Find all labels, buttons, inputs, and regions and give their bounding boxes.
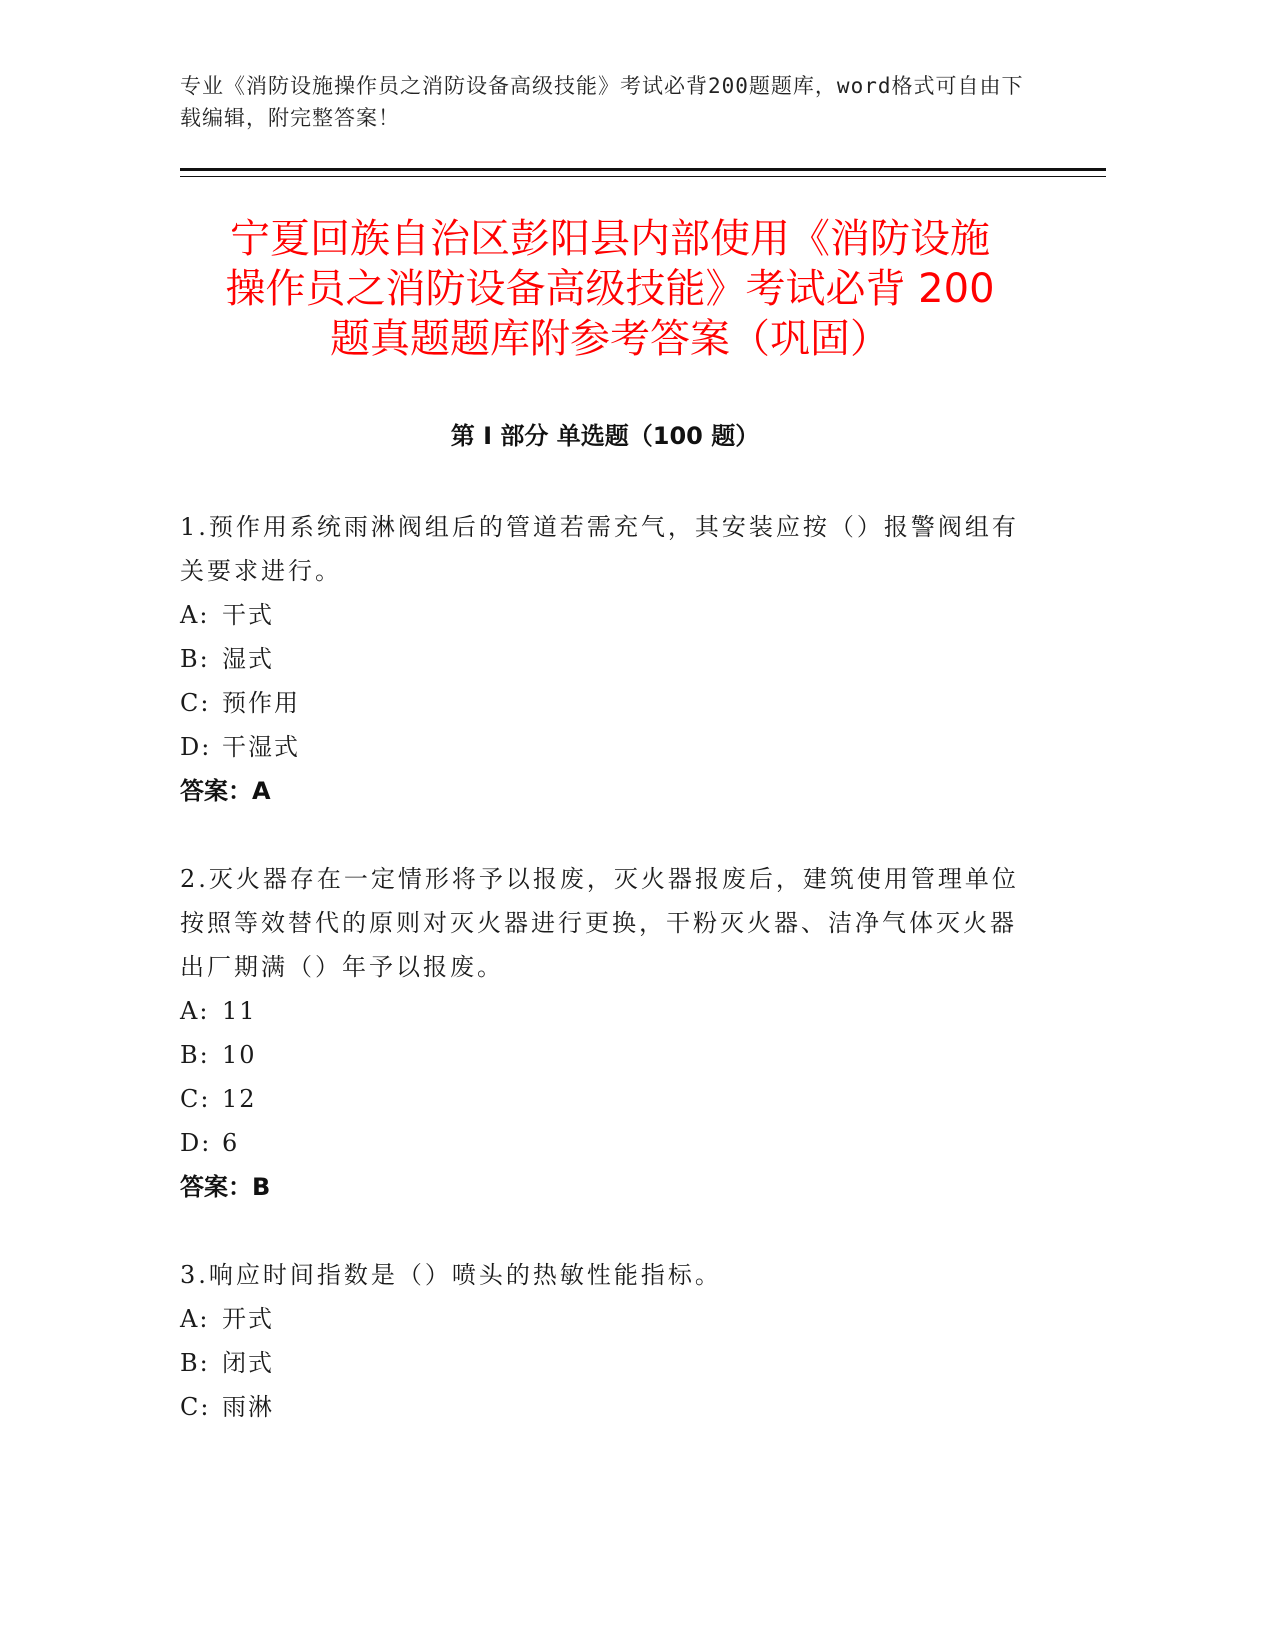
option-key: C: (180, 1085, 211, 1113)
document-title (170, 214, 1050, 364)
option-b (180, 1033, 1030, 1077)
option-b (180, 1341, 1030, 1385)
question-list (180, 505, 1030, 1473)
option-c (180, 681, 1030, 725)
option-text: 12 (222, 1085, 257, 1113)
question-stem: 1.预作用系统雨淋阀组后的管道若需充气，其安装应按（）报警阀组有关要求进行。 (180, 513, 1019, 585)
option-key: B: (180, 1349, 210, 1377)
option-text: 干湿式 (222, 733, 300, 761)
document-title-line: 宁夏回族自治区彭阳县内部使用《消防设施 (230, 216, 990, 262)
option-text: 预作用 (222, 689, 300, 717)
option-text: 11 (222, 997, 257, 1025)
question-item (180, 857, 1030, 1209)
option-text: 干式 (222, 601, 274, 629)
option-c (180, 1077, 1030, 1121)
option-key: D: (180, 733, 212, 761)
option-text: 闭式 (222, 1349, 274, 1377)
option-d (180, 1121, 1030, 1165)
option-key: A: (180, 1305, 210, 1333)
answer-line: 答案：B (180, 1173, 271, 1201)
question-item (180, 505, 1030, 813)
option-c (180, 1385, 1030, 1429)
option-key: B: (180, 1041, 210, 1069)
header-divider-thin (180, 176, 1106, 177)
option-d (180, 725, 1030, 769)
header-divider-thick (180, 168, 1106, 171)
option-key: C: (180, 1393, 211, 1421)
option-key: A: (180, 997, 210, 1025)
option-key: D: (180, 1129, 212, 1157)
document-title-line: 操作员之消防设备高级技能》考试必背 200 (225, 266, 995, 312)
answer-line: 答案：A (180, 777, 271, 805)
question-stem: 3.响应时间指数是（）喷头的热敏性能指标。 (180, 1261, 722, 1289)
option-a (180, 593, 1030, 637)
section-heading: 第 I 部分 单选题（100 题） (450, 422, 760, 450)
option-key: A: (180, 601, 210, 629)
option-text: 湿式 (222, 645, 274, 673)
option-b (180, 637, 1030, 681)
question-item (180, 1253, 1030, 1429)
option-text: 开式 (222, 1305, 274, 1333)
option-text: 10 (222, 1041, 257, 1069)
option-key: C: (180, 689, 211, 717)
option-a (180, 1297, 1030, 1341)
option-a (180, 989, 1030, 1033)
header-note: 专业《消防设施操作员之消防设备高级技能》考试必背200题题库，word格式可自由下载编辑，附完整答案！ (180, 74, 1024, 130)
option-key: B: (180, 645, 210, 673)
question-stem: 2.灭火器存在一定情形将予以报废，灭火器报废后，建筑使用管理单位按照等效替代的原则对灭火器进行更换，干粉灭火器、洁净气体灭火器出厂期满（）年予以报废。 (180, 865, 1019, 981)
option-text: 雨淋 (222, 1393, 274, 1421)
document-title-line: 题真题题库附参考答案（巩固） (330, 316, 890, 362)
option-text: 6 (222, 1129, 240, 1157)
